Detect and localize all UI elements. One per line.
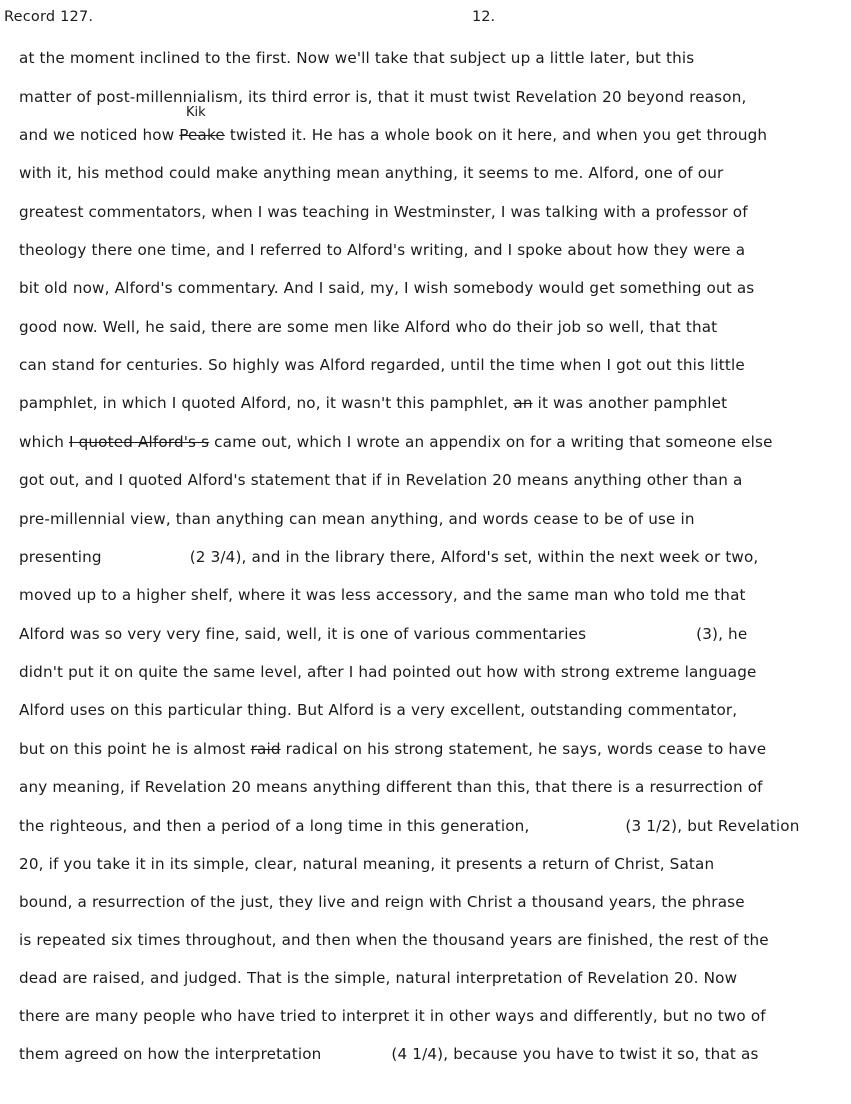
text-line: any meaning, if Revelation 20 means anything different than this, that there is a resurrection of <box>19 778 763 796</box>
record-number: Record 127. <box>4 9 94 25</box>
struck-phrase: I quoted Alford's s <box>68 433 210 451</box>
text-line: the righteous, and then a period of a long time in this generation, (3 1/2), but Revelation <box>19 817 800 835</box>
text-line: moved up to a higher shelf, where it was less accessory, and the same man who told me that <box>19 586 746 604</box>
text-line: pamphlet, in which I quoted Alford, no, it wasn't this pamphlet, an it was another pamphlet <box>19 394 728 412</box>
text-line: Alford uses on this particular thing. But Alford is a very excellent, outstanding commentator, <box>19 701 738 719</box>
text-line: Alford was so very very fine, said, well, it is one of various commentaries (3), he <box>19 625 748 643</box>
text-line: matter of post-millennialism, its third error is, that it must twist Revelation 20 beyond reason, <box>19 88 747 106</box>
text-line: them agreed on how the interpretation (4 1/4), because you have to twist it so, that as <box>19 1045 759 1063</box>
text-line: is repeated six times throughout, and then when the thousand years are finished, the rest of the <box>19 931 769 949</box>
text-line: but on this point he is almost raid radical on his strong statement, he says, words cease to have <box>19 740 767 758</box>
text-line: 20, if you take it in its simple, clear, natural meaning, it presents a return of Christ, Satan <box>19 855 715 873</box>
text-line: can stand for centuries. So highly was Alford regarded, until the time when I got out this little <box>19 356 745 374</box>
text-line: and we noticed how Peake twisted it. He has a whole book on it here, and when you get through <box>19 126 768 144</box>
text-line: got out, and I quoted Alford's statement that if in Revelation 20 means anything other than a <box>19 471 743 489</box>
text-line: good now. Well, he said, there are some men like Alford who do their job so well, that that <box>19 318 718 336</box>
text-line: there are many people who have tried to interpret it in other ways and differently, but no two of <box>19 1007 766 1025</box>
text-line: dead are raised, and judged. That is the simple, natural interpretation of Revelation 20. Now <box>19 969 738 987</box>
text-line: didn't put it on quite the same level, after I had pointed out how with strong extreme language <box>19 663 757 681</box>
text-line: with it, his method could make anything mean anything, it seems to me. Alford, one of our <box>19 164 724 182</box>
text-line: which I quoted Alford's s came out, which I wrote an appendix on for a writing that someone else <box>19 433 773 451</box>
struck-word: Peake <box>179 126 225 144</box>
text-line: pre-millennial view, than anything can mean anything, and words cease to be of use in <box>19 510 695 528</box>
page-number: 12. <box>472 9 496 25</box>
text-line: bit old now, Alford's commentary. And I said, my, I wish somebody would get something out as <box>19 279 755 297</box>
text-line: theology there one time, and I referred to Alford's writing, and I spoke about how they were a <box>19 241 746 259</box>
text-line: presenting (2 3/4), and in the library there, Alford's set, within the next week or two, <box>19 548 759 566</box>
struck-word: an <box>513 394 533 412</box>
text-line: bound, a resurrection of the just, they live and reign with Christ a thousand years, the phrase <box>19 893 745 911</box>
text-line: at the moment inclined to the first. Now we'll take that subject up a little later, but this <box>19 49 695 67</box>
handwritten-correction: Kik <box>186 105 206 120</box>
text-line: greatest commentators, when I was teaching in Westminster, I was talking with a professor of <box>19 203 748 221</box>
struck-word: raid <box>250 740 281 758</box>
